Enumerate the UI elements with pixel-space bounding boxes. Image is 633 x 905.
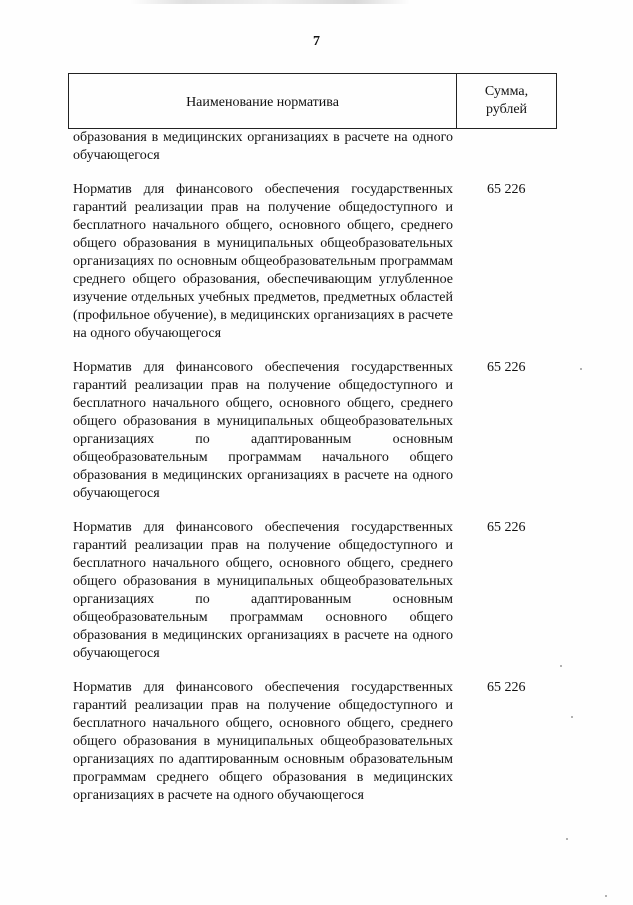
table-row [73, 129, 557, 165]
row-sum: 65 226 [487, 680, 526, 695]
scan-artifact [130, 0, 410, 4]
table-row [73, 181, 557, 343]
row-name: образования в медицинских организациях в расчете на одного обучающегося [73, 130, 453, 163]
page-number: 7 [313, 34, 320, 49]
scan-speck [605, 895, 607, 897]
scan-speck [580, 368, 582, 370]
row-name: Норматив для финансового обеспечения государственных гарантий реализации прав на получение общедоступного и бесплатного начального общего, основного общего, среднего общего образования в муниципальных общеобразовательных организациях по адаптированным основным общеобразовательным программам основного общего образования в медицинских организациях в расчете на одного обучающегося [73, 520, 453, 661]
header-name-cell: Наименование норматива [69, 74, 457, 128]
row-name: Норматив для финансового обеспечения государственных гарантий реализации прав на получение общедоступного и бесплатного начального общего, основного общего, среднего общего образования в муниципальных общеобразовательных организациях по адаптированным основным образовательным программам среднего общего образования в медицинских организациях в расчете на одного обучающегося [73, 680, 453, 803]
row-name: Норматив для финансового обеспечения государственных гарантий реализации прав на получение общедоступного и бесплатного начального общего, основного общего, среднего общего образования в муниципальных общеобразовательных организациях по адаптированным основным общеобразовательным программам начального общего образования в медицинских организациях в расчете на одного обучающегося [73, 360, 453, 501]
row-sum: 65 226 [487, 360, 526, 375]
row-name: Норматив для финансового обеспечения государственных гарантий реализации прав на получение общедоступного и бесплатного начального общего, основного общего, среднего общего образования в муниципальных общеобразовательных организациях по основным общеобразовательным программам среднего общего образования, обеспечивающим углубленное изучение отдельных учебных предметов, предметных областей (профильное обучение), в медицинских организациях в расчете на одного обучающегося [73, 182, 453, 341]
scan-speck [571, 716, 573, 718]
table-row [73, 679, 557, 805]
row-sum: 65 226 [487, 182, 526, 197]
row-sum: 65 226 [487, 520, 526, 535]
table-row [73, 359, 557, 503]
table-body [73, 129, 557, 805]
scan-speck [560, 665, 562, 667]
table-row [73, 519, 557, 663]
scan-speck [566, 838, 568, 840]
header-sum-cell: Сумма, рублей [484, 84, 529, 117]
table-header [68, 73, 557, 129]
